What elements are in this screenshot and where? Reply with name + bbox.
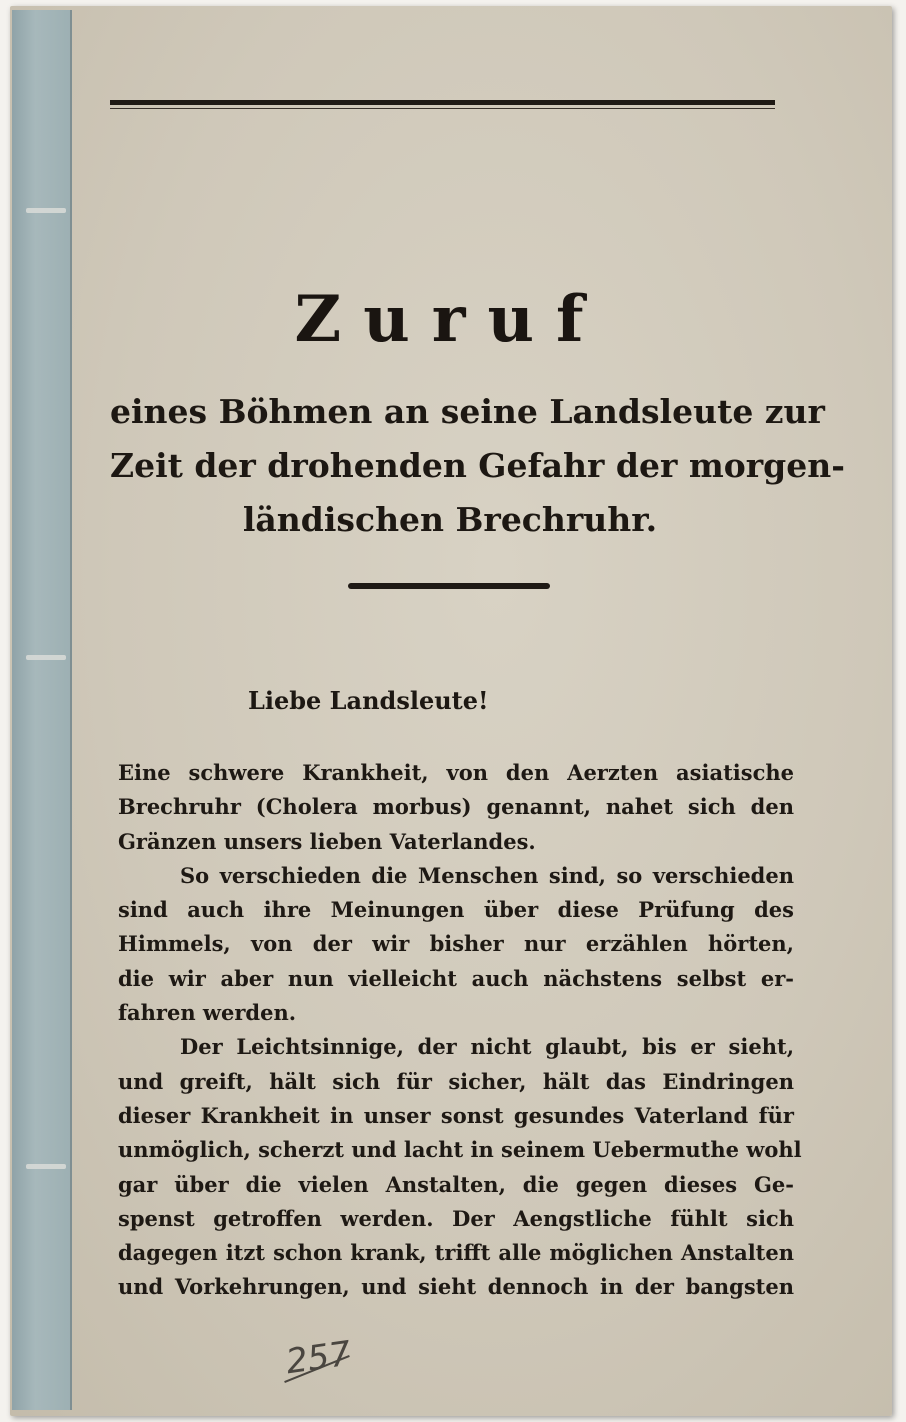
body-line: dieser Krankheit in unser sonst gesundes Vaterland für <box>118 1102 794 1128</box>
body-line: Gränzen unsers lieben Vaterlandes. <box>118 828 536 854</box>
binding-stitch <box>26 1164 66 1169</box>
body-line: Eine schwere Krankheit, von den Aerzten asiatische <box>118 760 794 785</box>
divider-rule <box>348 583 550 589</box>
body-line: und Vorkehrungen, und sieht dennoch in der bangsten <box>118 1274 794 1300</box>
body-text <box>118 756 802 1305</box>
document-title: Zuruf <box>294 282 606 357</box>
subtitle-line: ländischen Brechruhr. <box>242 500 658 539</box>
body-line: Brechruhr (Cholera morbus) genannt, nahet sich den <box>118 794 794 820</box>
book-spine <box>12 10 72 1410</box>
salutation: Liebe Landsleute! <box>248 686 489 715</box>
body-line: und greift, hält sich für sicher, hält das Eindringen <box>118 1068 794 1094</box>
handwritten-note: 257 <box>283 1333 354 1383</box>
document-subtitle <box>110 385 845 547</box>
body-line: gar über die vielen Anstalten, die gegen dieses Ge- <box>118 1171 794 1197</box>
subtitle-line: eines Böhmen an seine Landsleute zur <box>110 392 825 431</box>
body-line: sind auch ihre Meinungen über diese Prüfung des <box>118 897 794 923</box>
body-line: Himmels, von der wir bisher nur erzählen hörten, <box>118 931 794 957</box>
body-line: dagegen itzt schon krank, trifft alle möglichen Anstalten <box>118 1240 794 1266</box>
top-rule <box>110 100 775 105</box>
subtitle-line: Zeit der drohenden Gefahr der morgen- <box>110 446 845 485</box>
body-line: spenst getroffen werden. Der Aengstliche fühlt sich <box>118 1205 794 1231</box>
binding-stitch <box>26 208 66 213</box>
body-line: So verschieden die Menschen sind, so verschieden <box>180 862 794 888</box>
body-line: unmöglich, scherzt und lacht in seinem Uebermuthe wohl <box>118 1137 802 1163</box>
body-line: die wir aber nun vielleicht auch nächstens selbst er- <box>118 965 794 991</box>
binding-stitch <box>26 655 66 660</box>
body-line: fahren werden. <box>118 1000 297 1026</box>
body-line: Der Leichtsinnige, der nicht glaubt, bis er sieht, <box>180 1034 794 1060</box>
